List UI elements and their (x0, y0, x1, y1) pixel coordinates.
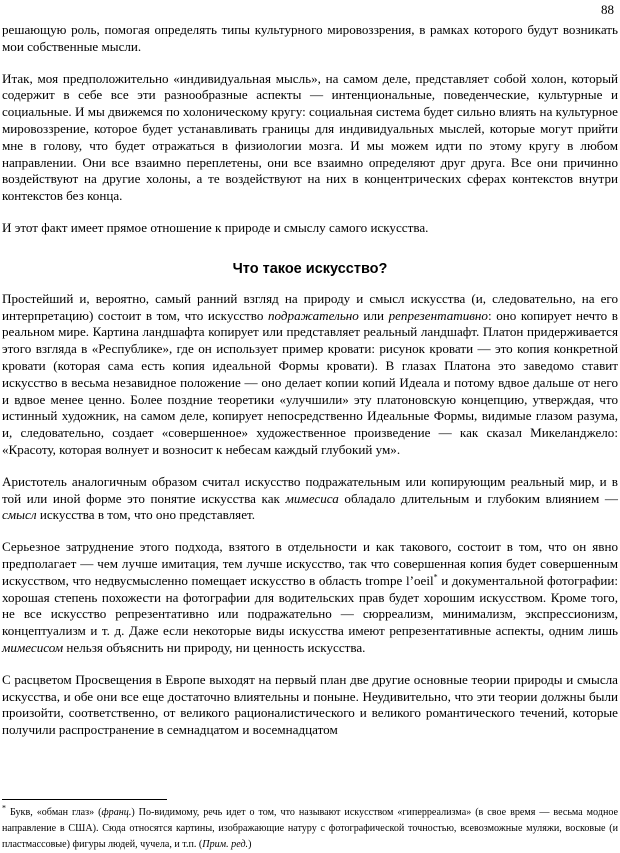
text-run: Итак, моя предположительно «индивидуальная мысль», на самом деле, представляет собой холон, который содержит в себе все эти разнообразные аспекты — интенциональные, поведенческие, культурные и социальные. И мы движемся по холоническому кругу: социальная система будет сильно влиять на культурное мировоззрение, которое будет устанавливать границы для индивидуальных мыслей, которые могут прийти мне в голову, что будет отражаться в физиологии мозга. И мы можем идти по этому кругу в любом направлении. Они все взаимно переплетены, они все взаимно определяют друг друга. Все они причинно воздействуют на другие холоны, а те воздействуют на них в концентрических сферах контекстов внутри контекстов без конца. (2, 70, 618, 204)
text-run: обладало длительным и глубоким влиянием — (338, 490, 618, 506)
italic-text: подражательно (267, 307, 359, 323)
italic-text: Прим. ред. (202, 839, 249, 850)
text-run: Серьезное затруднение этого подхода, взятого в отдельности и как такового, состоит в том, что он явно предполагает — чем лучше имитация, тем лучше искусство, так что совершенная копия будет совершенным искусством, что недвусмысленно помещает искусство в область trompe l’oeil (2, 539, 618, 588)
text-run: С расцветом Просвещения в Европе выходят на первый план две другие основные теории природы и смысла искусства, и обе они все еще достаточно влиятельны и поныне. Неудивительно, что эти теории должны были произойти, соответственно, от великого рационалистического и великого романтического течений, которые получили распространение в семнадцатом и восемнадцатом (2, 671, 618, 738)
text-run: решающую роль, помогая определять типы культурного мировоззрения, в рамках которого будут возникать мои собственные мысли. (2, 22, 618, 54)
text-run: Простейший и, вероятно, самый ранний взгляд на природу и смысл искусства (и, следовательно, на его интерпретацию) состоит в том, что искусство (2, 290, 618, 323)
paragraph (2, 71, 618, 205)
paragraph (2, 22, 618, 56)
italic-text: мимесиса (285, 490, 339, 506)
text-run: и документальной фотографии: хорошая степень похожести на фотографии для водительских прав будет хорошим искусством. Кроме того, не все искусство репрезентативно или подражательно — сюрреализм, минимализм, экспрессионизм, концептуализм и т. д. Даже если некоторые виды искусства имеют репрезентативные аспекты, одним лишь (2, 572, 619, 639)
text-run: Букв, «обман глаз» ( (6, 807, 102, 818)
footnote (2, 805, 618, 853)
text-run: ) По-видимому, речь идет о том, что называют искусством «гиперреализма» (в свое время — весьма модное направление в США). Сюда относятся картины, изображающие натуру с фотографической точностью, всевозможные муляжи, восковые (и пластмассовые) фигуры людей, чучела, и т.п. ( (2, 807, 619, 850)
text-run: : оно копирует нечто в реальном мире. Картина ландшафта копирует или представляет реальный ландшафт. Платон придерживается этого взгляда в «Республике», где он использует пример кровати: рисунок кровати — это копия конкретной кровати (которая сама есть копия идеальной Формы кровати). В глазах Платона это заведомо ставит искусство в весьма незавидное положение — оно делает копии копий Идеала и потому вдвое дальше от него и вдвое менее ценно. Более поздние теоретики «улучшили» эту платоновскую концепцию, утверждая, что истинный художник, на самом деле, копирует непосредственно Идеальные Формы, видимые глазом разума, и, следовательно, создает «совершенное» художественное произведение — как сказал Микеланджело: «Красоту, которая волнует и возносит к небесам каждый глубокий ум». (2, 307, 618, 457)
text-run: нельзя объяснить ни природу, ни ценность искусства. (63, 639, 366, 655)
footnote-divider (2, 799, 167, 800)
italic-text: мимесисом (2, 639, 64, 655)
text-run: Аристотель аналогичным образом считал искусство подражательным или копирующим реальный мир, и в той или иной форме это понятие искусства как (2, 473, 618, 506)
footnote-marker: * (2, 803, 6, 813)
italic-text: франц. (101, 807, 132, 818)
text-run: искусства в том, что оно представляет. (36, 507, 256, 523)
italic-text: репрезентативно (388, 307, 488, 323)
text-run: ) (248, 839, 252, 850)
paragraph (2, 672, 618, 739)
italic-text: смысл (2, 507, 37, 523)
footnote-marker: * (433, 572, 438, 582)
text-run: И этот факт имеет прямое отношение к природе и смыслу самого искусства. (2, 219, 429, 235)
page-number: 88 (601, 2, 614, 17)
section-heading: Что такое искусство? (232, 260, 388, 277)
paragraph (2, 474, 618, 524)
text-run: или (358, 307, 389, 323)
page-body (2, 22, 618, 739)
paragraph (2, 220, 618, 237)
paragraph (2, 539, 618, 657)
paragraph (2, 291, 618, 459)
